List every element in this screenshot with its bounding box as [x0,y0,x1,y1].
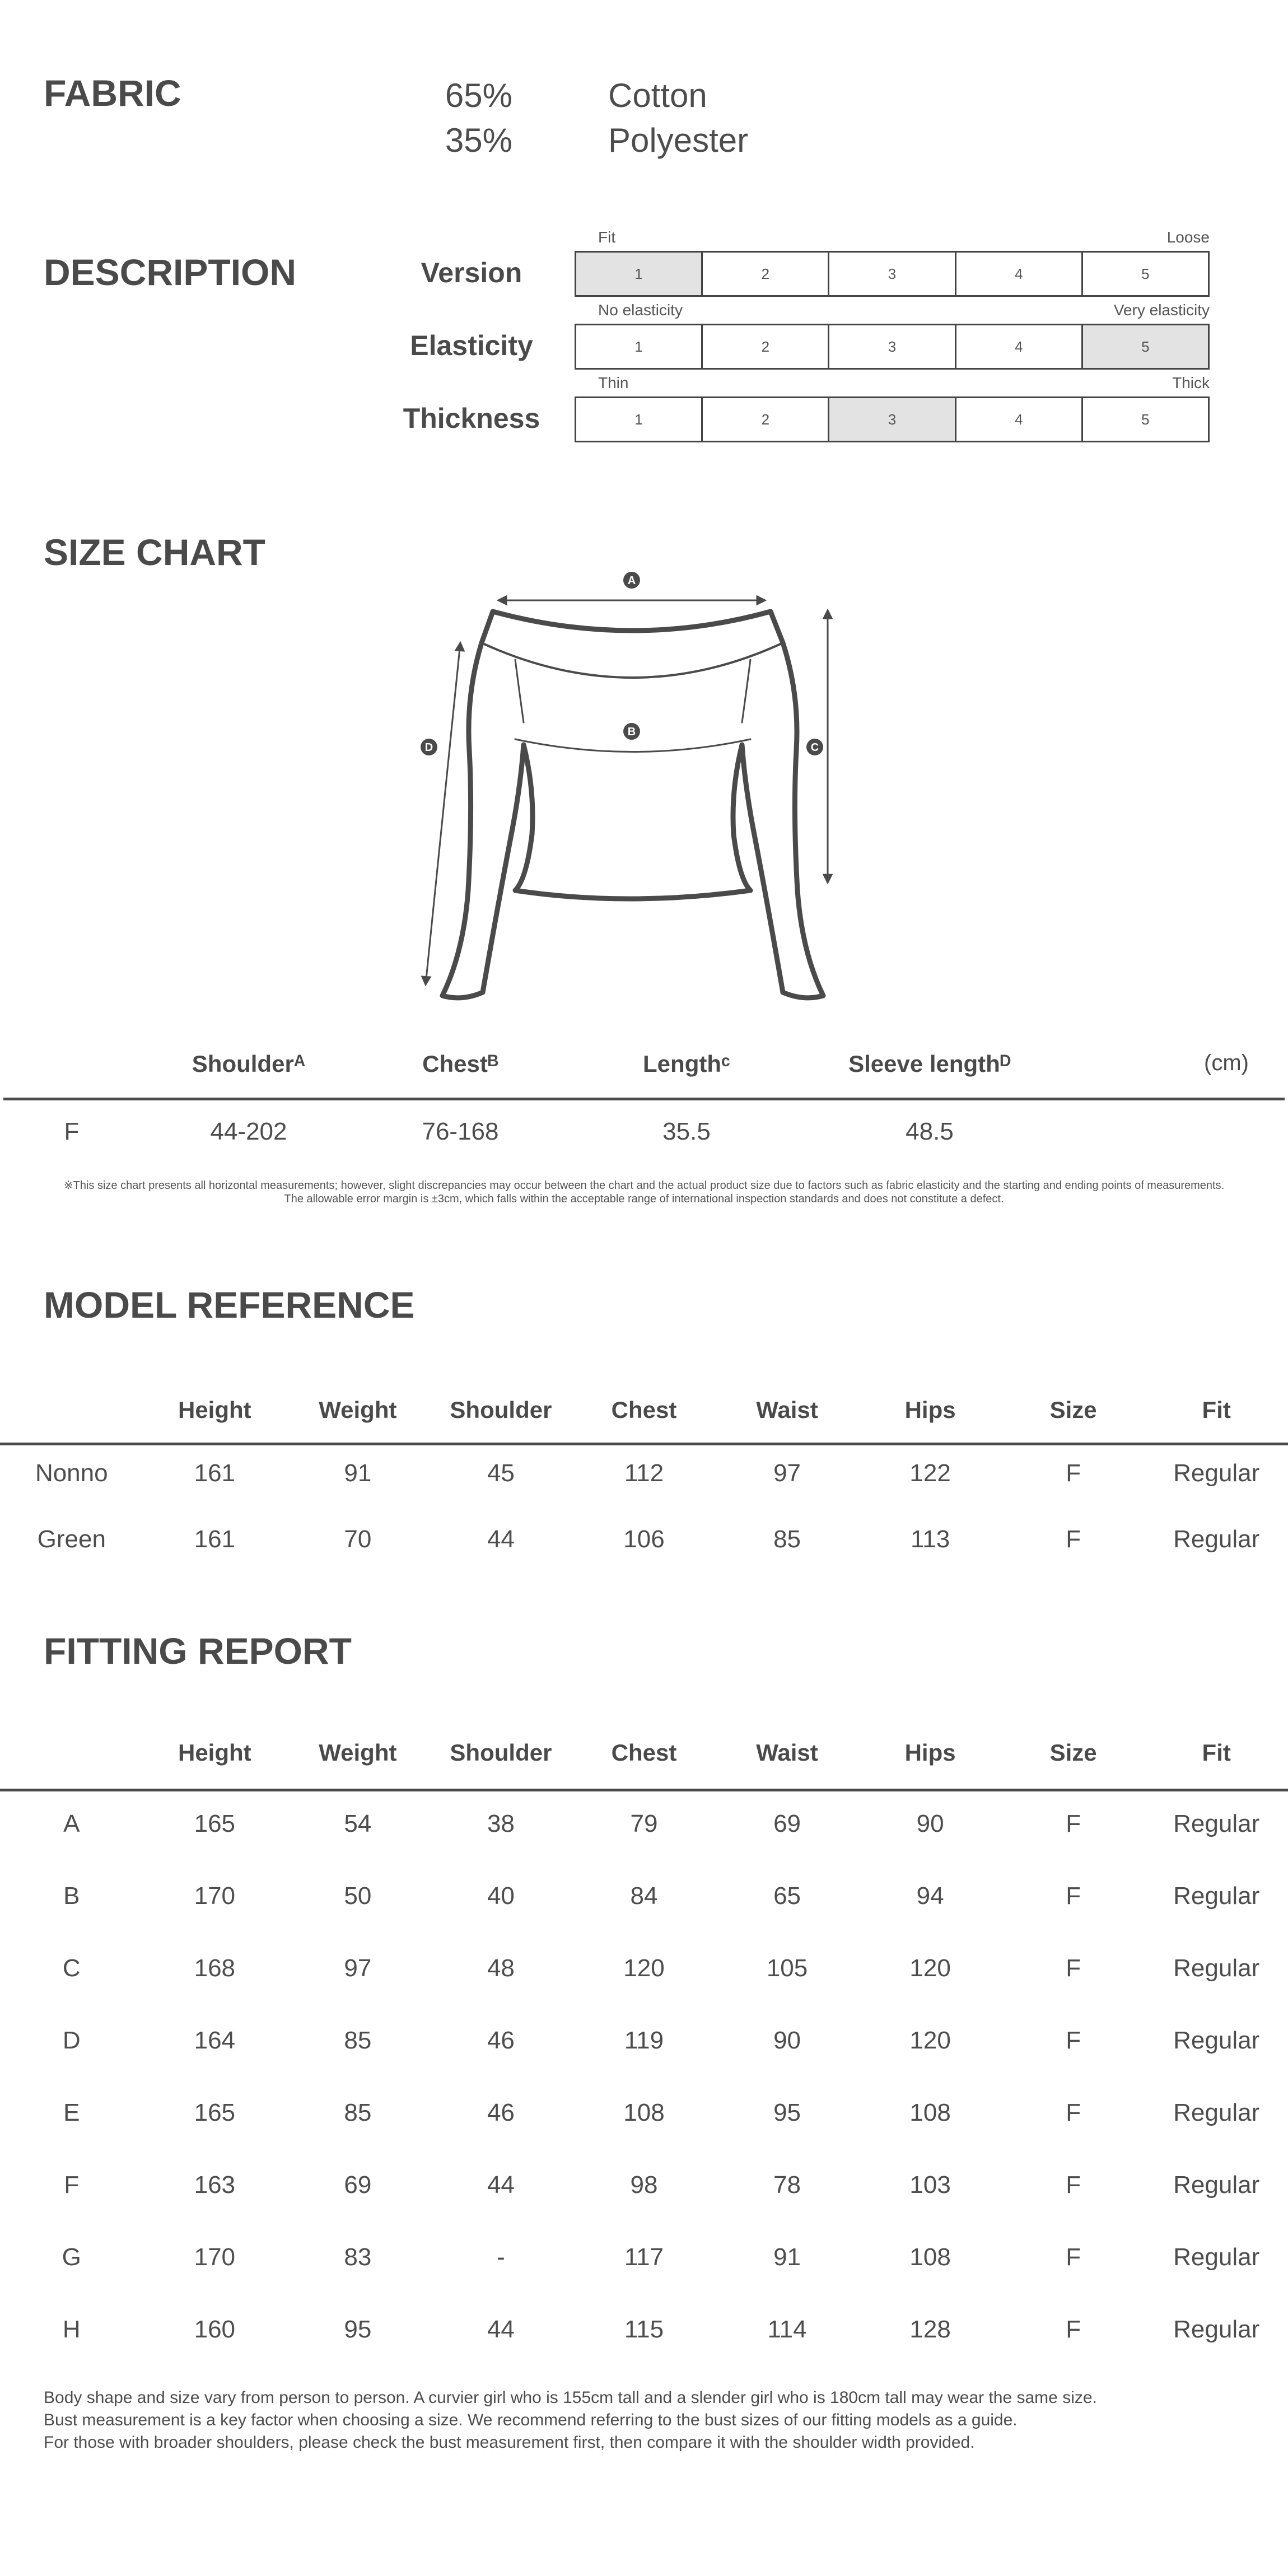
table-cell: 91 [773,2243,801,2271]
footnote-1: Bust measurement is a key factor when choosing a size. We recommend referring to the bust sizes of our fitting models as a guide. [44,2411,1018,2429]
scale-cell-2-4: 4 [956,398,1083,441]
table-cell: 168 [194,1954,236,1982]
scale-cell-0-5: 5 [1141,265,1150,282]
table-cell: 115 [624,2316,664,2343]
table-cell: 161 [194,1459,236,1487]
table-row [0,2316,1288,2349]
scale-low-0: Fit [598,228,616,246]
table-cell: Regular [1173,1525,1260,1553]
model-reference-header [0,1397,1288,1430]
table-row [0,1459,1288,1493]
table-row [0,2027,1288,2060]
size-chart-row [0,1118,1288,1151]
table-cell: 108 [909,2243,951,2271]
table-cell: 78 [773,2171,801,2199]
table-cell: 69 [773,1810,801,1837]
table-cell: Regular [1173,1882,1260,1910]
table-cell: F [1066,2027,1081,2054]
fitting-report-header-3: Shoulder [450,1739,552,1766]
size-chart-header-2: Chestᴮ [422,1051,498,1077]
table-cell: Green [37,1525,106,1553]
table-cell: A [63,1810,80,1837]
model-reference-rule [0,1443,1288,1445]
table-row [0,1954,1288,1988]
scale-cell-2-5: 5 [1141,410,1150,428]
fabric-title: FABRIC [44,72,181,114]
table-row [0,1810,1288,1844]
model-reference-header-7: Size [1049,1397,1097,1423]
table-cell: F [64,2171,80,2199]
size-chart-rule [3,1098,1285,1100]
fitting-report-title: FITTING REPORT [44,1630,352,1672]
model-reference-header-3: Shoulder [450,1397,552,1423]
table-cell: 165 [194,1810,236,1837]
table-cell: 103 [909,2171,951,2199]
model-reference-header-1: Height [178,1397,251,1423]
table-cell: B [63,1882,80,1910]
size-chart-cell: F [64,1118,80,1145]
fitting-report-header-1: Height [178,1739,251,1766]
table-cell: 97 [773,1459,801,1487]
size-chart-header-1: Shoulderᴬ [192,1051,306,1077]
scale-high-2: Thick [1172,374,1210,391]
marker-a-text: A [627,575,636,587]
size-chart-title: SIZE CHART [44,531,265,573]
scale-cell-2-2: 2 [703,398,829,441]
footnote-0: Body shape and size vary from person to person. A curvier girl who is 155cm tall and a slender girl who is 180cm tall may wear the same size. [44,2388,1097,2407]
scale-cell-0-3: 3 [829,253,956,295]
fitting-report-header-6: Hips [904,1739,956,1766]
fitting-report-header-7: Size [1049,1739,1097,1766]
scale-cell-0-1: 1 [576,253,703,295]
neckline-bottom [482,643,783,678]
scale-label-1: Elasticity [410,330,533,361]
table-cell: 46 [487,2027,515,2054]
table-cell: F [1066,1810,1081,1837]
scale-cell-2-1: 1 [576,398,703,441]
size-chart-header [0,1051,1288,1084]
model-reference-header-6: Hips [904,1397,956,1423]
table-cell: 90 [773,2027,801,2054]
table-cell: F [1066,2243,1081,2271]
fitting-report-rule [0,1789,1288,1791]
table-row [0,1882,1288,1916]
right-armhole-line [742,660,750,722]
table-cell: 46 [487,2099,515,2126]
measure-a-arrow-right [757,596,765,604]
table-cell: Regular [1173,2243,1260,2271]
table-cell: 95 [773,2099,801,2126]
garment-outline [442,612,823,998]
table-row [0,2243,1288,2277]
table-cell: 98 [630,2171,658,2199]
table-cell: Regular [1173,2171,1260,2199]
table-cell: F [1066,2171,1081,2199]
model-reference-header-5: Waist [756,1397,818,1423]
table-cell: 170 [194,1882,236,1910]
scale-row-0 [575,251,1210,297]
scale-low-1: No elasticity [598,301,683,319]
scale-row-2 [575,396,1210,442]
table-cell: 40 [487,1882,515,1910]
table-cell: 164 [194,2027,236,2054]
table-cell: 69 [344,2171,372,2199]
scale-cell-1-1: 1 [576,325,703,368]
table-cell: 50 [344,1882,372,1910]
table-cell: 44 [487,2316,515,2343]
fabric-material-1: Cotton [608,77,707,114]
table-cell: 120 [909,2027,951,2054]
table-cell: Regular [1173,2316,1260,2343]
scale-cell-0-4: 4 [956,253,1083,295]
table-cell: H [62,2316,81,2343]
scale-cell-1-2: 2 [703,325,829,368]
measure-c-arrow-bottom [824,875,832,883]
table-cell: Nonno [35,1459,108,1487]
footnote-2: For those with broader shoulders, please check the bust measurement first, then compare it with the shoulder width provided. [44,2433,975,2452]
table-cell: 114 [767,2316,807,2343]
table-cell: E [63,2099,80,2126]
table-cell: 112 [624,1459,664,1487]
measure-d-arrow-top [456,643,464,651]
size-chart-cell: 76-168 [422,1118,499,1145]
scale-low-2: Thin [598,374,629,391]
scale-label-2: Thickness [403,403,540,434]
table-row [0,1525,1288,1559]
table-cell: 108 [623,2099,665,2126]
table-cell: F [1066,1954,1081,1982]
table-cell: 95 [344,2316,372,2343]
table-cell: 79 [630,1810,658,1837]
measure-d-line [426,643,460,984]
table-cell: 122 [909,1459,951,1487]
description-title: DESCRIPTION [44,251,297,293]
table-cell: Regular [1173,2027,1260,2054]
table-cell: 106 [623,1525,665,1553]
table-cell: - [497,2243,505,2271]
fabric-material-2: Polyester [608,122,749,159]
left-armhole-line [515,660,524,722]
table-cell: 97 [344,1954,372,1982]
table-cell: D [62,2027,81,2054]
table-cell: 94 [916,1882,944,1910]
model-reference-header-2: Weight [319,1397,397,1423]
table-cell: Regular [1173,1810,1260,1837]
table-cell: 85 [344,2099,372,2126]
table-cell: 54 [344,1810,372,1837]
table-cell: 170 [194,2243,236,2271]
marker-b-text: B [627,726,636,738]
table-cell: 120 [909,1954,951,1982]
table-cell: 113 [911,1525,950,1553]
scale-high-1: Very elasticity [1113,301,1210,319]
table-row [0,2099,1288,2132]
neckline-top [493,612,771,631]
fitting-report-header-2: Weight [319,1739,397,1766]
size-chart-note-1: ※This size chart presents all horizontal measurements; however, slight discrepancies may occur between the chart and the actual product size due to factors such as fabric elasticity and the starting and ending points of measurements. [63,1179,1225,1192]
size-chart-unit: (cm) [1204,1051,1249,1075]
fitting-report-header-4: Chest [611,1739,677,1766]
table-cell: F [1066,1459,1081,1487]
table-cell: 45 [487,1459,515,1487]
table-cell: F [1066,1525,1081,1553]
table-cell: Regular [1173,2099,1260,2126]
scale-cell-2-3: 3 [829,398,956,441]
table-row [0,2171,1288,2205]
garment-diagram [414,566,840,1008]
fitting-report-header [0,1739,1288,1773]
table-cell: F [1066,2099,1081,2126]
table-cell: 120 [623,1954,665,1982]
scale-row-1 [575,324,1210,370]
table-cell: 83 [344,2243,372,2271]
table-cell: F [1066,2316,1081,2343]
table-cell: 48 [487,1954,515,1982]
table-cell: G [62,2243,81,2271]
table-cell: 91 [344,1459,372,1487]
measure-a-arrow-left [498,596,506,604]
scale-label-0: Version [421,257,522,288]
size-chart-cell: 44-202 [210,1118,287,1145]
table-cell: 70 [344,1525,372,1553]
table-cell: Regular [1173,1459,1260,1487]
scale-cell-1-3: 3 [829,325,956,368]
table-cell: 119 [624,2027,664,2054]
table-cell: 44 [487,1525,515,1553]
table-cell: 90 [916,1810,944,1837]
size-chart-cell: 35.5 [662,1118,711,1145]
table-cell: 160 [194,2316,236,2343]
marker-c-text: C [810,741,819,754]
marker-d-text: D [424,741,433,754]
scale-cell-1-5: 5 [1083,325,1208,368]
fabric-percent-2: 35% [445,122,512,159]
table-cell: 128 [909,2316,951,2343]
size-chart-note-2: The allowable error margin is ±3cm, which falls within the acceptable range of international inspection standards and does not constitute a defect. [284,1193,1004,1205]
table-cell: F [1066,1882,1081,1910]
table-cell: 108 [909,2099,951,2126]
table-cell: Regular [1173,1954,1260,1982]
table-cell: 117 [624,2243,664,2271]
scale-high-0: Loose [1166,228,1210,246]
table-cell: 85 [773,1525,801,1553]
table-cell: 85 [344,2027,372,2054]
chest-line [515,739,750,752]
model-reference-header-8: Fit [1202,1397,1231,1423]
table-cell: 165 [194,2099,236,2126]
table-cell: C [62,1954,81,1982]
model-reference-title: MODEL REFERENCE [44,1284,415,1326]
fitting-report-header-8: Fit [1202,1739,1231,1766]
table-cell: 44 [487,2171,515,2199]
table-cell: 38 [487,1810,515,1837]
table-cell: 105 [766,1954,808,1982]
size-chart-header-3: Lengthᶜ [643,1051,730,1077]
table-cell: 65 [773,1882,801,1910]
table-cell: 161 [194,1525,236,1553]
size-chart-cell: 48.5 [906,1118,954,1145]
measure-c-arrow-top [824,610,832,618]
scale-cell-0-2: 2 [703,253,829,295]
table-cell: 84 [630,1882,658,1910]
size-chart-header-4: Sleeve lengthᴰ [848,1051,1011,1077]
measure-d-arrow-bottom [422,977,430,984]
fitting-report-header-5: Waist [756,1739,818,1766]
scale-cell-1-4: 4 [956,325,1083,368]
model-reference-header-4: Chest [611,1397,677,1423]
fabric-percent-1: 65% [445,77,512,114]
table-cell: 163 [194,2171,236,2199]
